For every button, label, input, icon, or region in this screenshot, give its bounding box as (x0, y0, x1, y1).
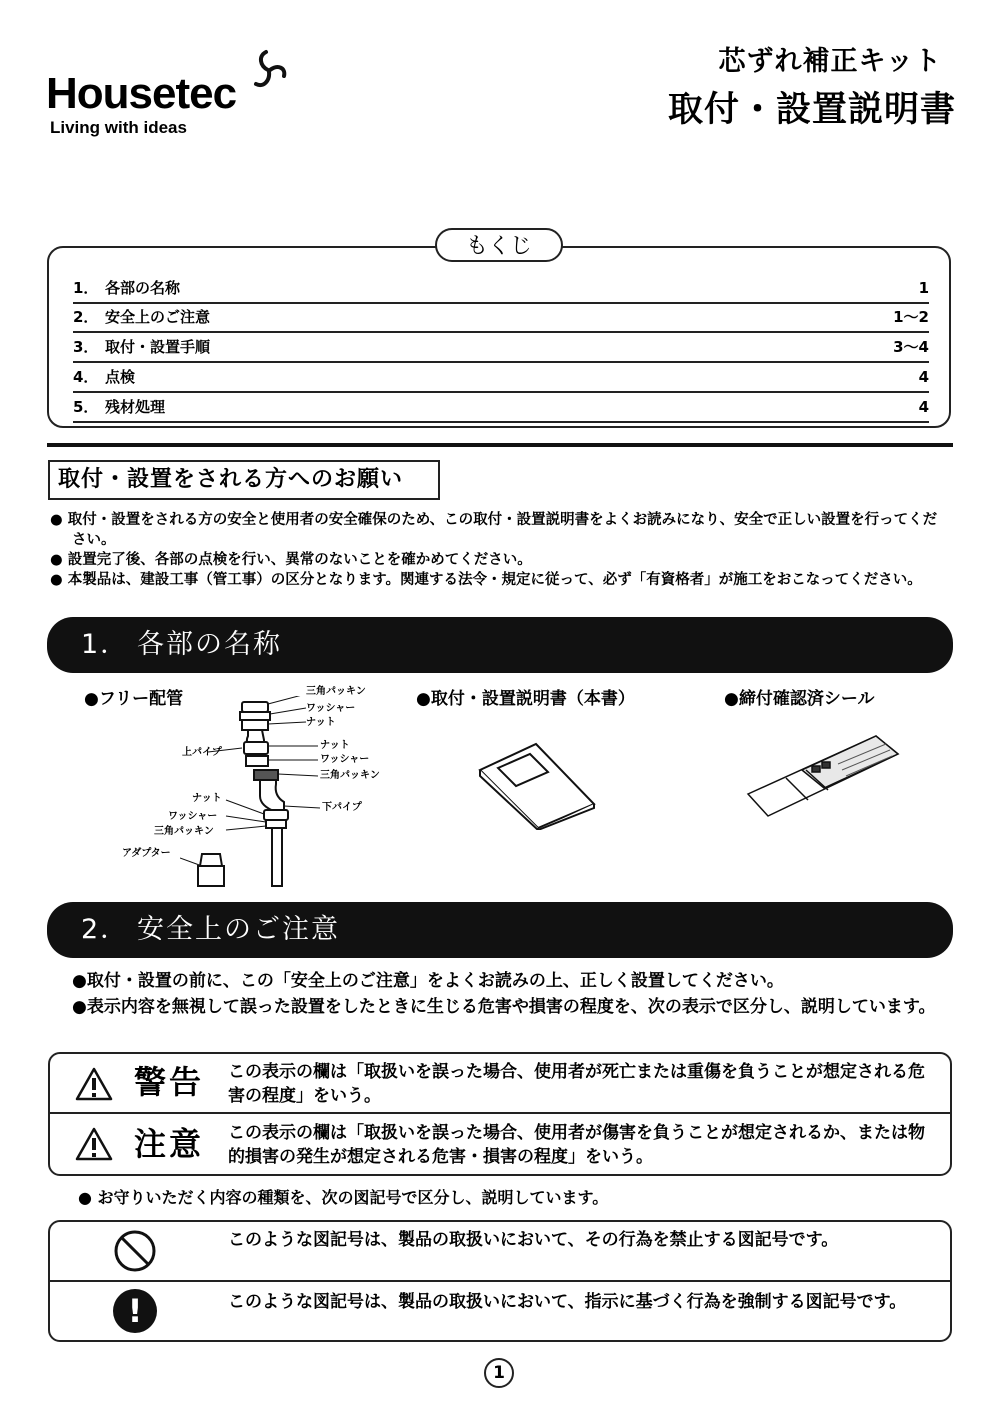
section-title: 安全上のご注意 (137, 914, 340, 945)
toc-row-number: 3． (73, 338, 99, 356)
toc-row[interactable] (73, 333, 929, 363)
manual-booklet-illustration (476, 730, 600, 830)
safety-intro (72, 968, 952, 1020)
callout-top-packing: 三角パッキン (306, 686, 366, 697)
section-number: 1． (81, 629, 130, 660)
callout-mid-nut: ナット (320, 740, 350, 751)
callout-mid-packing: 三角パッキン (320, 770, 380, 781)
warning-triangle-icon (74, 1066, 114, 1102)
callout-mid-washer: ワッシャー (320, 754, 370, 765)
part-label-manual: ●取付・設置説明書（本書） (416, 689, 635, 709)
callout-low-packing: 三角パッキン (154, 826, 214, 837)
callout-adapter: アダプター (122, 848, 171, 859)
toc-row-title: 取付・設置手順 (105, 338, 211, 356)
request-bullet: ● 取付・設置をされる方の安全と使用者の安全確保のため、この取付・設置説明書をよくお読みになり、安全で正しい設置を行ってください。 (50, 512, 938, 548)
part-label-free-pipe: ●フリー配管 (84, 689, 184, 709)
callout-low-nut: ナット (192, 793, 222, 804)
document-title: 取付・設置説明書 (667, 90, 956, 130)
toc-row-page: 4 (918, 398, 929, 416)
pinwheel-logo-icon (248, 48, 290, 94)
part-label-seal: ●締付確認済シール (724, 689, 875, 709)
prohibition-description: このような図記号は、製品の取扱いにおいて、その行為を禁止する図記号です。 (228, 1230, 839, 1250)
callout-top-nut: ナット (306, 717, 336, 728)
toc-row-title: 各部の名称 (105, 279, 181, 297)
seal-sticker-illustration (746, 732, 902, 822)
toc-row-number: 1． (73, 279, 99, 297)
caution-label: 注意 (134, 1125, 205, 1163)
toc-row-page: 3～4 (893, 338, 929, 356)
callout-low-washer: ワッシャー (168, 811, 218, 822)
section-title: 各部の名称 (137, 629, 282, 660)
warning-description: この表示の欄は「取扱いを誤った場合、使用者が死亡または重傷を負うことが想定される危害の程度」をいう。 (228, 1062, 925, 1106)
mandatory-description: このような図記号は、製品の取扱いにおいて、指示に基づく行為を強制する図記号です。 (228, 1292, 907, 1312)
request-bullet: ● 設置完了後、各部の点検を行い、異常のないことを確かめてください。 (50, 552, 532, 568)
safety-intro-line: ●取付・設置の前に、この「安全上のご注意」をよくお読みの上、正しく設置してください。 (72, 971, 784, 991)
toc-row[interactable] (73, 303, 929, 333)
divider (47, 443, 953, 447)
request-bullets (50, 510, 940, 590)
prohibition-icon (112, 1228, 158, 1274)
toc-row-page: 1 (918, 279, 929, 297)
brand-logo-text: Housetec (46, 69, 237, 118)
safety-intro-line: ●表示内容を無視して誤った設置をしたときに生じる危害や損害の程度を、次の表示で区分し、説明しています。 (72, 997, 936, 1017)
toc-row-page: 1～2 (893, 308, 929, 326)
section-number: 2． (81, 914, 130, 945)
toc-row-number: 2． (73, 308, 99, 326)
toc-row-title: 残材処理 (105, 398, 166, 416)
callout-upper-pipe: 上パイプ (182, 747, 222, 758)
toc-row-page: 4 (918, 368, 929, 386)
toc-row[interactable] (73, 393, 929, 423)
toc-row-number: 5． (73, 398, 99, 416)
brand-tagline: Living with ideas (50, 118, 187, 137)
page-number: 1 (484, 1358, 514, 1388)
symbol-intro: ● お守りいただく内容の種類を、次の図記号で区分し、説明しています。 (78, 1188, 609, 1207)
request-heading: 取付・設置をされる方へのお願い (48, 460, 440, 500)
caution-description: この表示の欄は「取扱いを誤った場合、使用者が傷害を負うことが想定されるか、または物的損害の発生が想定される危害・損害の程度」をいう。 (228, 1123, 925, 1167)
callout-lower-pipe: 下パイプ (322, 802, 362, 813)
caution-triangle-icon (74, 1126, 114, 1162)
product-name: 芯ずれ補正キット (718, 46, 942, 77)
warning-label: 警告 (134, 1063, 205, 1101)
toc-row-title: 安全上のご注意 (105, 308, 211, 326)
mandatory-action-icon: ! (113, 1289, 157, 1333)
toc-row-title: 点検 (105, 368, 136, 386)
section-heading-parts (47, 617, 953, 673)
toc-row[interactable] (73, 363, 929, 393)
request-bullet: ● 本製品は、建設工事（管工事）の区分となります。関連する法令・規定に従って、必ず「有資格者」が施工をおこなってください。 (50, 572, 922, 588)
toc-label: もくじ (435, 228, 563, 262)
table-divider (50, 1280, 950, 1282)
toc-row[interactable] (73, 274, 929, 304)
section-heading-safety (47, 902, 953, 958)
toc-row-number: 4． (73, 368, 99, 386)
callout-top-washer: ワッシャー (306, 703, 356, 714)
table-divider (50, 1112, 950, 1114)
